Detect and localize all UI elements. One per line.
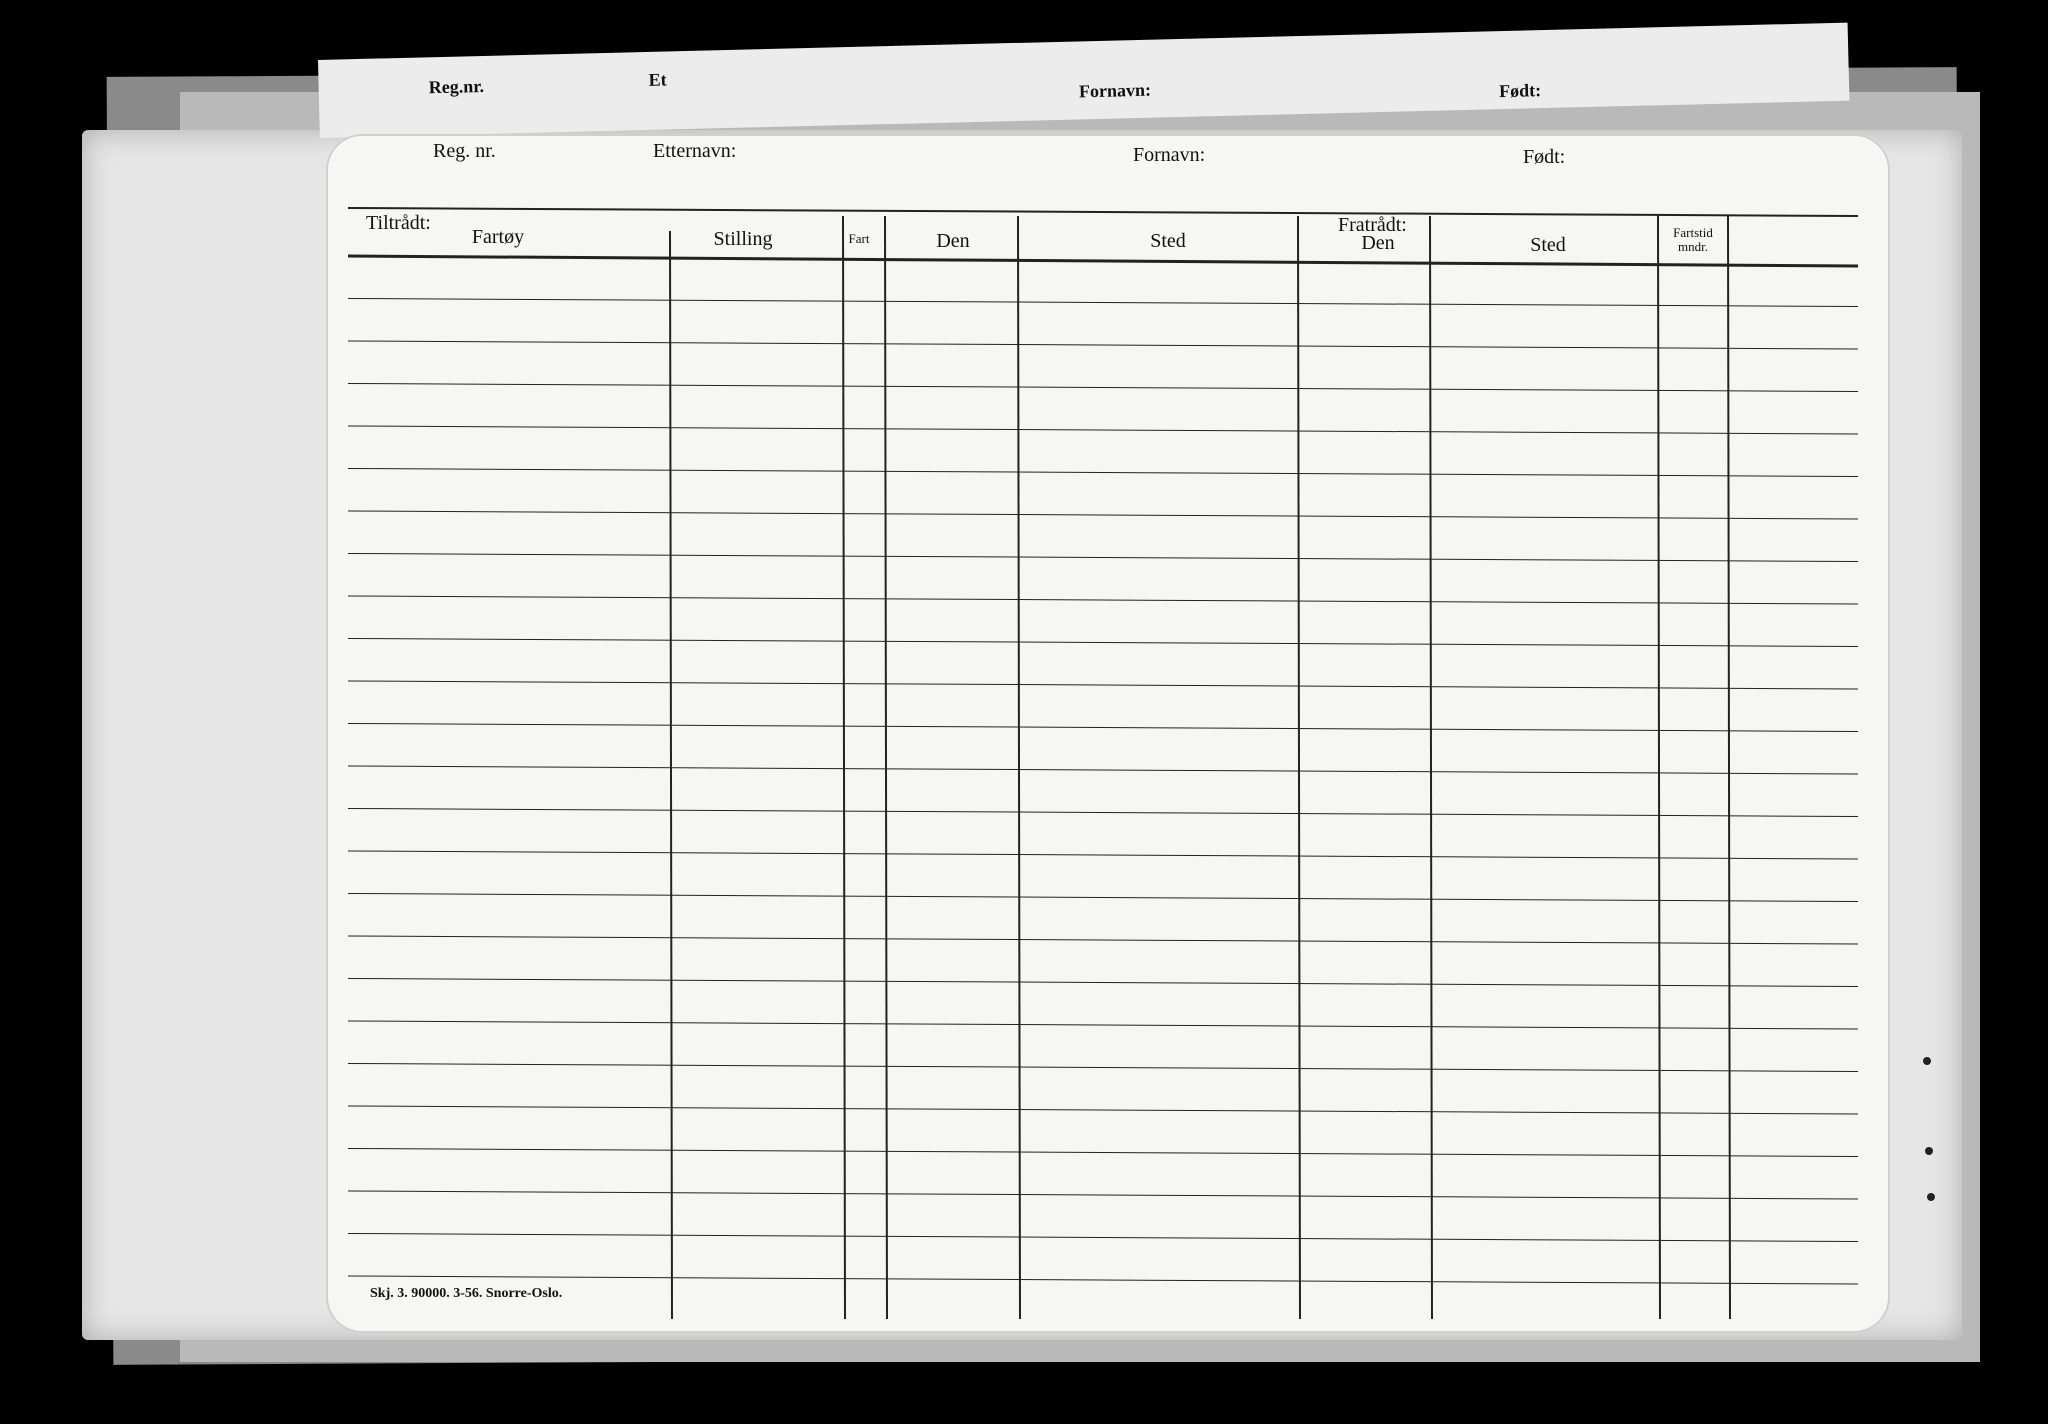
row-rule [348, 299, 1858, 307]
footer-printer-mark: Skj. 3. 90000. 3-56. Snorre-Oslo. [370, 1286, 563, 1301]
column-head-rule [348, 256, 1858, 266]
row-rule [348, 639, 1858, 647]
col-fartstid-line2: mndr. [1678, 239, 1708, 254]
row-rule [348, 681, 1858, 689]
punch-mark [1925, 1147, 1933, 1155]
reg-nr-label: Reg. nr. [433, 140, 496, 162]
row-rule [348, 724, 1858, 732]
row-rule [348, 1149, 1858, 1157]
row-rule [348, 469, 1858, 477]
row-rule [348, 1021, 1858, 1029]
col-fartoy: Fartøy [471, 226, 525, 248]
row-rule [348, 426, 1858, 434]
row-rule [348, 341, 1858, 349]
column-divider [670, 231, 672, 1319]
row-rule [348, 894, 1858, 902]
row-rule [348, 1106, 1858, 1114]
punch-mark [1927, 1193, 1935, 1201]
fodt-label: Født: [1523, 146, 1566, 168]
registration-card [328, 136, 1888, 1331]
row-rule [348, 1276, 1858, 1284]
etternavn-label: Etternavn: [653, 140, 737, 162]
strip-fornavn: Fornavn: [1078, 79, 1152, 102]
row-rule [348, 979, 1858, 987]
ledger-grid [328, 136, 1888, 1331]
row-rule [348, 596, 1858, 604]
row-rule [348, 809, 1858, 817]
strip-fodt: Født: [1498, 80, 1542, 102]
row-rule [348, 554, 1858, 562]
column-divider [1018, 216, 1020, 1319]
col-stilling: Stilling [713, 228, 773, 250]
column-divider [1728, 216, 1730, 1319]
row-rule [348, 851, 1858, 859]
col-fartstid-line1: Fartstid [1673, 225, 1713, 240]
tiltradt-label: Tiltrådt: [366, 212, 431, 234]
col-sted-1: Sted [1150, 230, 1186, 252]
col-den-1: Den [936, 230, 970, 252]
row-rule [348, 936, 1858, 944]
row-rule [348, 1064, 1858, 1072]
column-divider [1658, 216, 1660, 1319]
col-den-2: Den [1361, 232, 1395, 254]
col-fart: Fart [848, 231, 870, 246]
strip-etternavn: Et [648, 69, 667, 90]
fornavn-label: Fornavn: [1133, 144, 1206, 166]
row-rule [348, 1234, 1858, 1242]
row-rule [348, 1191, 1858, 1199]
strip-reg-nr: Reg.nr. [428, 75, 485, 98]
column-divider [1430, 216, 1432, 1319]
fratradt-label: Fratrådt: [1338, 214, 1407, 236]
row-rule [348, 766, 1858, 774]
column-divider [885, 216, 887, 1319]
header-rule [348, 208, 1858, 216]
column-divider [843, 216, 845, 1319]
row-rule [348, 384, 1858, 392]
row-rule [348, 511, 1858, 519]
punch-mark [1923, 1057, 1931, 1065]
col-sted-2: Sted [1530, 234, 1566, 256]
